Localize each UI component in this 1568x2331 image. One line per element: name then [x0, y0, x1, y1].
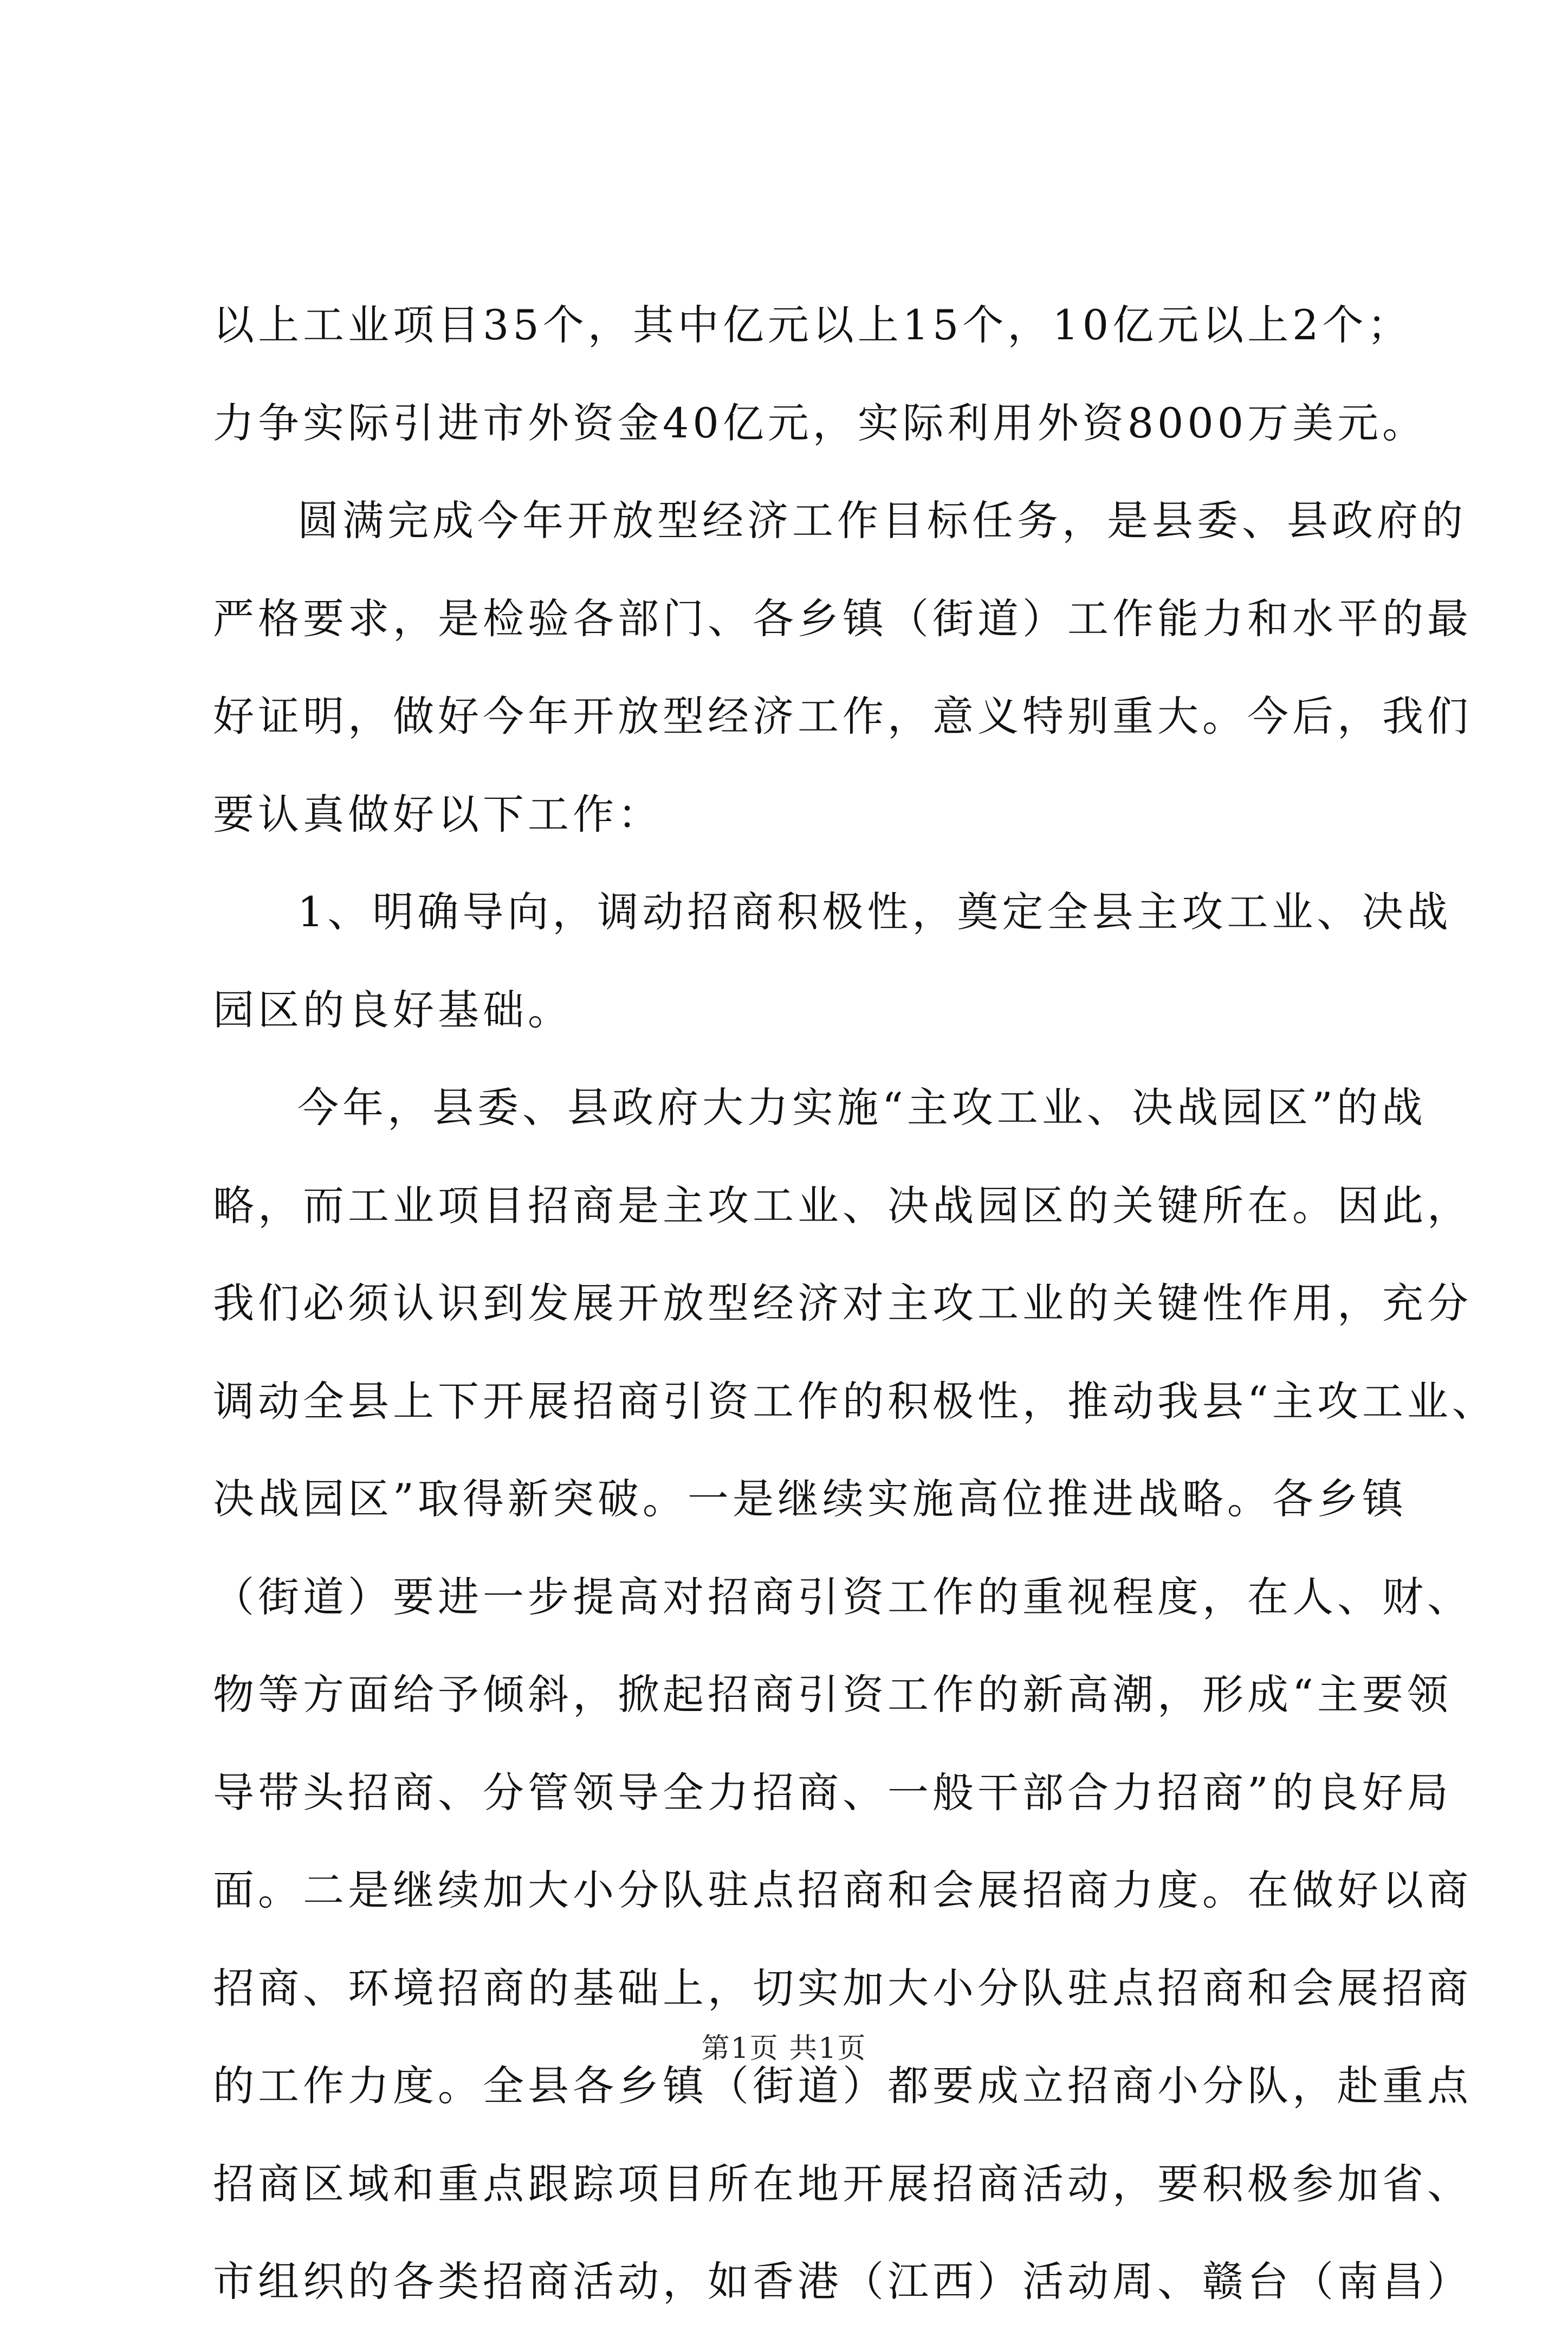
section-heading-line: 园区的良好基础。 [213, 985, 573, 1034]
text-line: 我们必须认识到发展开放型经济对主攻工业的关键性作用，充分 [213, 1279, 1472, 1327]
text-line: 略，而工业项目招商是主攻工业、决战园区的关键所在。因此， [213, 1181, 1472, 1230]
text-line: 要认真做好以下工作： [213, 790, 663, 838]
document-body [213, 276, 1497, 2331]
text-line: （街道）要进一步提高对招商引资工作的重视程度，在人、财、 [213, 1572, 1472, 1621]
text-line: 导带头招商、分管领导全力招商、一般干部合力招商”的良好局 [213, 1768, 1452, 1817]
text-line: 市组织的各类招商活动，如香港（江西）活动周、赣台（南昌） [213, 2257, 1472, 2306]
text-line: 物等方面给予倾斜，掀起招商引资工作的新高潮，形成“主要领 [213, 1670, 1452, 1719]
text-line: 以上工业项目35个，其中亿元以上15个，10亿元以上2个； [213, 301, 1413, 349]
text-line: 力争实际引进市外资金40亿元，实际利用外资8000万美元。 [213, 398, 1428, 447]
section-heading-line: 1、明确导向，调动招商积极性，奠定全县主攻工业、决战 [297, 888, 1452, 936]
text-line: 招商、环境招商的基础上，切实加大小分队驻点招商和会展招商 [213, 1964, 1472, 2012]
text-line: 面。二是继续加大小分队驻点招商和会展招商力度。在做好以商 [213, 1866, 1472, 1914]
page-number-footer: 第1页 共1页 [701, 2032, 867, 2065]
text-line: 调动全县上下开展招商引资工作的积极性，推动我县“主攻工业、 [213, 1377, 1497, 1425]
paragraph-start-line: 圆满完成今年开放型经济工作目标任务，是县委、县政府的 [297, 496, 1467, 545]
text-line: 严格要求，是检验各部门、各乡镇（街道）工作能力和水平的最 [213, 594, 1472, 643]
text-line: 决战园区”取得新突破。一是继续实施高位推进战略。各乡镇 [213, 1475, 1407, 1523]
paragraph-start-line: 今年，县委、县政府大力实施“主攻工业、决战园区”的战 [297, 1083, 1427, 1132]
text-line: 好证明，做好今年开放型经济工作，意义特别重大。今后，我们 [213, 692, 1472, 740]
text-line: 招商区域和重点跟踪项目所在地开展招商活动，要积极参加省、 [213, 2159, 1472, 2208]
text-line: 的工作力度。全县各乡镇（街道）都要成立招商小分队，赴重点 [213, 2062, 1472, 2110]
